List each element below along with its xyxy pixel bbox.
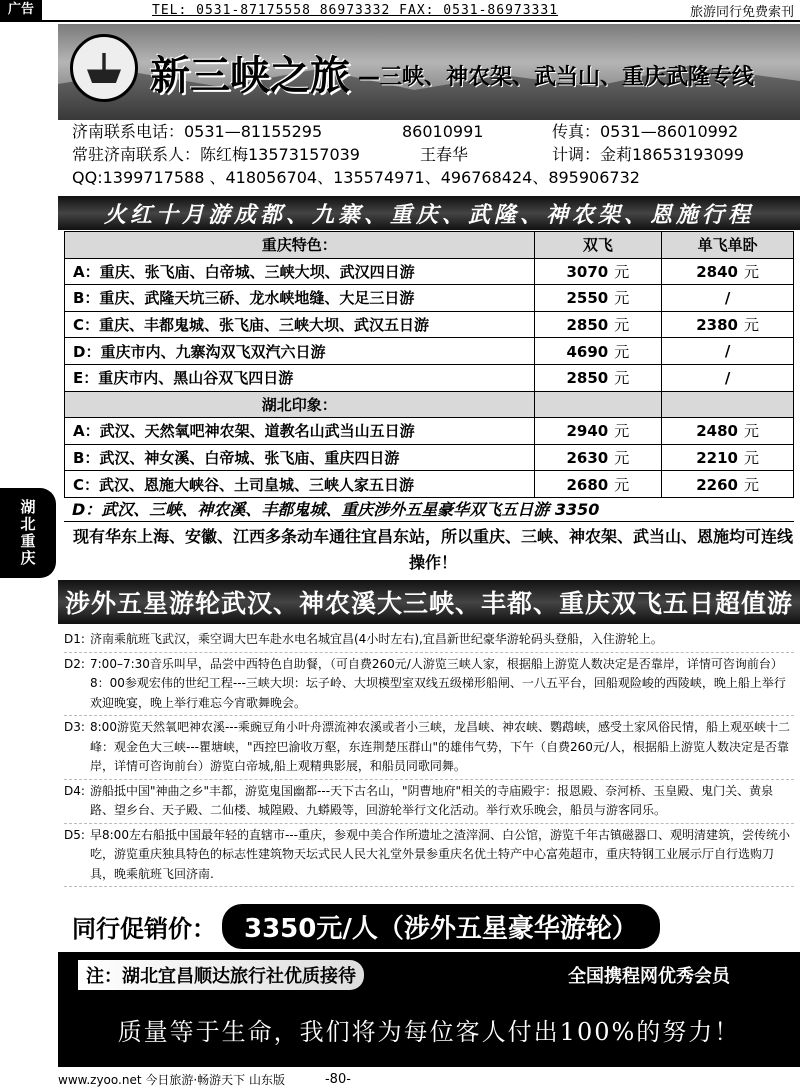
member-badge: 全国携程网优秀会员 [568,966,730,987]
table-row: B：重庆、武隆天坑三硚、龙水峡地缝、大足三日游 2550 元 / [65,285,794,312]
contact-phone: 济南联系电话：0531—81155295 [72,122,323,141]
section-header-october: 火红十月游成都、九寨、重庆、武隆、神农架、恩施行程 [58,196,800,230]
promo-price-pill: 3350元/人（涉外五星豪华游轮） [222,904,660,949]
table-row: A：武汉、天然氧吧神农架、道教名山武当山五日游 2940 元 2480 元 [65,418,794,445]
side-tab: 湖北重庆 [0,488,56,578]
ship-icon [87,53,121,83]
footer [58,1070,800,1089]
contact-dispatcher: 计调：金莉18653193099 [552,145,744,164]
table-header-chongqing: 重庆特色： 双飞 单飞单卧 [65,232,794,259]
promo-price [72,904,660,949]
section-header-cruise: 涉外五星游轮武汉、神农溪大三峡、丰都、重庆双飞五日超值游 [58,580,800,624]
slogan: 质量等于生命，我们将为每位客人付出100%的努力！ [117,1018,741,1046]
table-row: C：武汉、恩施大峡谷、土司皇城、三峡人家五日游 2680 元 2260 元 [65,471,794,498]
price-table [64,231,794,498]
bottom-banner [58,952,800,1067]
contact-fax: 传真：0531—86010992 [552,122,739,141]
contact-phone-2: 86010991 [402,122,484,141]
divider [64,521,794,522]
contact-person-2: 王春华 [420,145,469,164]
top-right-text: 旅游同行免费索刊 [689,4,794,20]
banner-subtitle: —三峡、神农架、武当山、重庆武隆专线 [358,65,755,90]
list-item: D5: 早8:00左右船抵中国最年轻的直辖市---重庆，参观中美合作所遗址之渣滓洞、白公馆，游览千年古镇磁器口、观明清建筑，尝传统小吃，游览重庆独具特色的标志性建筑物天坛式民人民大礼堂外景参重庆名优土特产中心富苑超市，重庆特钢工业展示厅自行选购刀具，晚乘航班飞回济南. [64,824,794,888]
table-header-hubei: 湖北印象： [65,391,794,418]
contact-qq: QQ:1399717588 、418056704、135574971、496768424、895906732 [72,168,640,187]
table-row: C：重庆、丰都鬼城、张飞庙、三峡大坝、武汉五日游 2850 元 2380 元 [65,311,794,338]
top-bar [0,0,800,20]
contact-person: 常驻济南联系人：陈红梅13573157039 [72,145,360,164]
top-divider [0,20,800,22]
table-row: E：重庆市内、黑山谷双飞四日游 2850 元 / [65,364,794,391]
table-row: A：重庆、张飞庙、白帝城、三峡大坝、武汉四日游 3070 元 2840 元 [65,258,794,285]
list-item: D4: 游船抵中国"神曲之乡"丰都，游览鬼国幽都---天下古名山，"阴曹地府"相关的寺庙殿宇：报恩殿、奈河桥、玉皇殿、鬼门关、黄泉路、望乡台、天子殿、二仙楼、城隍殿、九蟒殿等，回游轮举行文化活动。举行欢乐晚会，船员与游客同乐。 [64,780,794,824]
banner-title: 新三峡之旅 [150,52,350,99]
title-banner [58,24,800,120]
list-item: D3: 8:00游览天然氧吧神农溪---乘豌豆角小叶舟漂流神农溪或者小三峡，龙昌峡、神农峡、鹦鹉峡，感受土家风俗民情，船上观巫峡十二峰：观金色大三峡---瞿塘峡，"西控巴渝收万壑，东连荆楚压群山"的雄伟气势，下午（自费260元/人，根据船上游览人数决定是否靠岸，详情可咨询前台）游览白帝城,船上观精典影展，和船员同歌同舞。 [64,716,794,780]
list-item: D1: 济南乘航班飞武汉，乘空调大巴车赴水电名城宜昌(4小时左右),宜昌新世纪豪华游轮码头登船，入住游轮上。 [64,628,794,653]
top-contact: TEL: 0531-87175558 86973332 FAX: 0531-86973331 [152,2,559,18]
itinerary [64,628,794,887]
table-row: D：重庆市内、九寨沟双飞双汽六日游 4690 元 / [65,338,794,365]
transit-notice: 现有华东上海、安徽、江西多条动车通往宜昌东站，所以重庆、三峡、神农架、武当山、恩施均可连线操作！ [72,527,793,572]
special-route: D：武汉、三峡、神农溪、丰都鬼城、重庆涉外五星豪华双飞五日游 3350 [72,500,600,519]
operator-note: 注：湖北宜昌顺达旅行社优质接待 [78,960,364,990]
footer-site: www.zyoo.net 今日旅游·畅游天下 山东版 [58,1073,285,1087]
list-item: D2: 7:00–7:30音乐叫早，品尝中西特色自助餐，（可自费260元/人游览三峡人家，根据船上游览人数决定是否靠岸，详情可咨询前台）8：00参观宏伟的世纪工程---三峡大坝：坛子岭、大坝模型室双线五级梯形船闸、一八五平台，回船观险峻的西陵峡，晚上船上举行欢迎晚宴，晚上举行难忘今宵歌舞晚会。 [64,653,794,717]
page-number: -80- [324,1072,351,1087]
travel-agency-logo-icon [70,34,138,102]
table-row: B：武汉、神女溪、白帝城、张飞庙、重庆四日游 2630 元 2210 元 [65,444,794,471]
ad-label: 广告 [0,0,42,20]
promo-label: 同行促销价： [72,915,216,943]
contact-block [72,120,792,189]
